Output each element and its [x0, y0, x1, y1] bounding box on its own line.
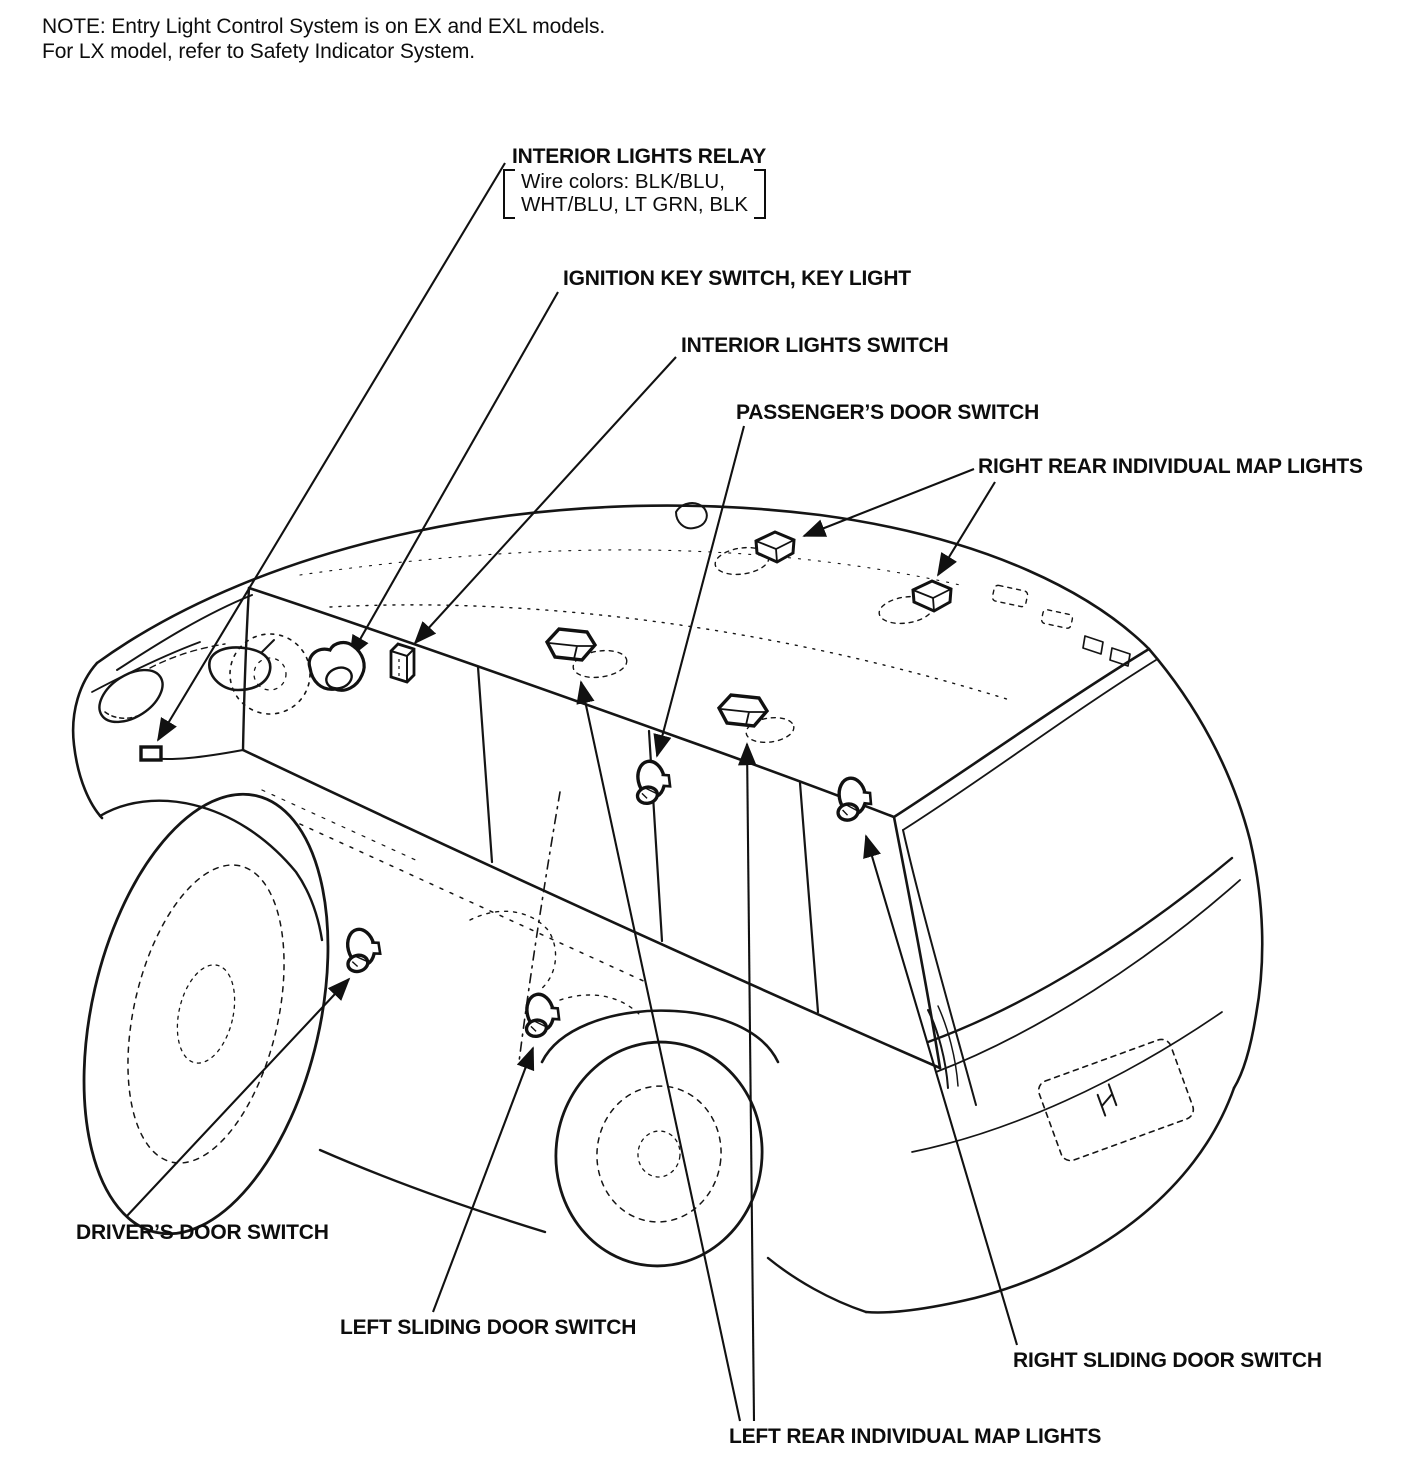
right-rear-map-light-2-marker	[913, 581, 951, 611]
left-rear-map-light-2-marker	[719, 695, 767, 726]
label-drivers-door-switch: DRIVER’S DOOR SWITCH	[76, 1221, 329, 1244]
bracket-left	[503, 169, 515, 219]
label-passengers-door-switch: PASSENGER’S DOOR SWITCH	[736, 401, 1040, 424]
leader-interior-lights-switch	[415, 357, 676, 643]
leader-left-sliding-door-switch	[433, 1048, 533, 1312]
bracket-right	[754, 169, 766, 219]
wire-colors-line-1: Wire colors: BLK/BLU,	[521, 170, 725, 193]
label-left-rear-map-lights: LEFT REAR INDIVIDUAL MAP LIGHTS	[729, 1425, 1102, 1448]
label-ignition-key-switch: IGNITION KEY SWITCH, KEY LIGHT	[563, 267, 911, 290]
note-line-1: NOTE: Entry Light Control System is on EX and EXL models.	[42, 15, 606, 38]
component-markers	[141, 532, 951, 1038]
label-interior-lights-relay: INTERIOR LIGHTS RELAY	[512, 145, 767, 168]
leader-drivers-door-switch	[126, 979, 349, 1217]
drivers-door-switch-marker	[340, 925, 384, 973]
left-rear-map-light-1-marker	[547, 629, 595, 660]
ignition-key-switch-marker	[309, 643, 364, 692]
interior-lights-relay-marker	[141, 747, 161, 760]
wire-colors-note	[503, 169, 766, 219]
leader-left-rear-map-light-2	[747, 744, 754, 1421]
license-plate-recess	[1036, 1037, 1196, 1164]
right-sliding-door-switch-marker	[832, 775, 874, 821]
leader-right-rear-map-light-2	[938, 482, 995, 575]
leader-right-sliding-door-switch	[866, 836, 1017, 1345]
passengers-door-switch-marker	[631, 758, 674, 805]
label-left-sliding-door-switch: LEFT SLIDING DOOR SWITCH	[340, 1316, 637, 1339]
label-right-sliding-door-switch: RIGHT SLIDING DOOR SWITCH	[1013, 1349, 1322, 1372]
wire-colors-text	[515, 169, 754, 219]
label-interior-lights-switch: INTERIOR LIGHTS SWITCH	[681, 334, 949, 357]
leader-ignition-key-switch	[350, 292, 558, 657]
note-line-2: For LX model, refer to Safety Indicator System.	[42, 40, 475, 63]
left-sliding-door-switch-marker	[520, 991, 563, 1038]
label-right-rear-map-lights: RIGHT REAR INDIVIDUAL MAP LIGHTS	[978, 455, 1363, 478]
note-text	[42, 14, 605, 64]
interior-lights-switch-marker	[391, 644, 414, 682]
wire-colors-line-2: WHT/BLU, LT GRN, BLK	[521, 193, 749, 216]
